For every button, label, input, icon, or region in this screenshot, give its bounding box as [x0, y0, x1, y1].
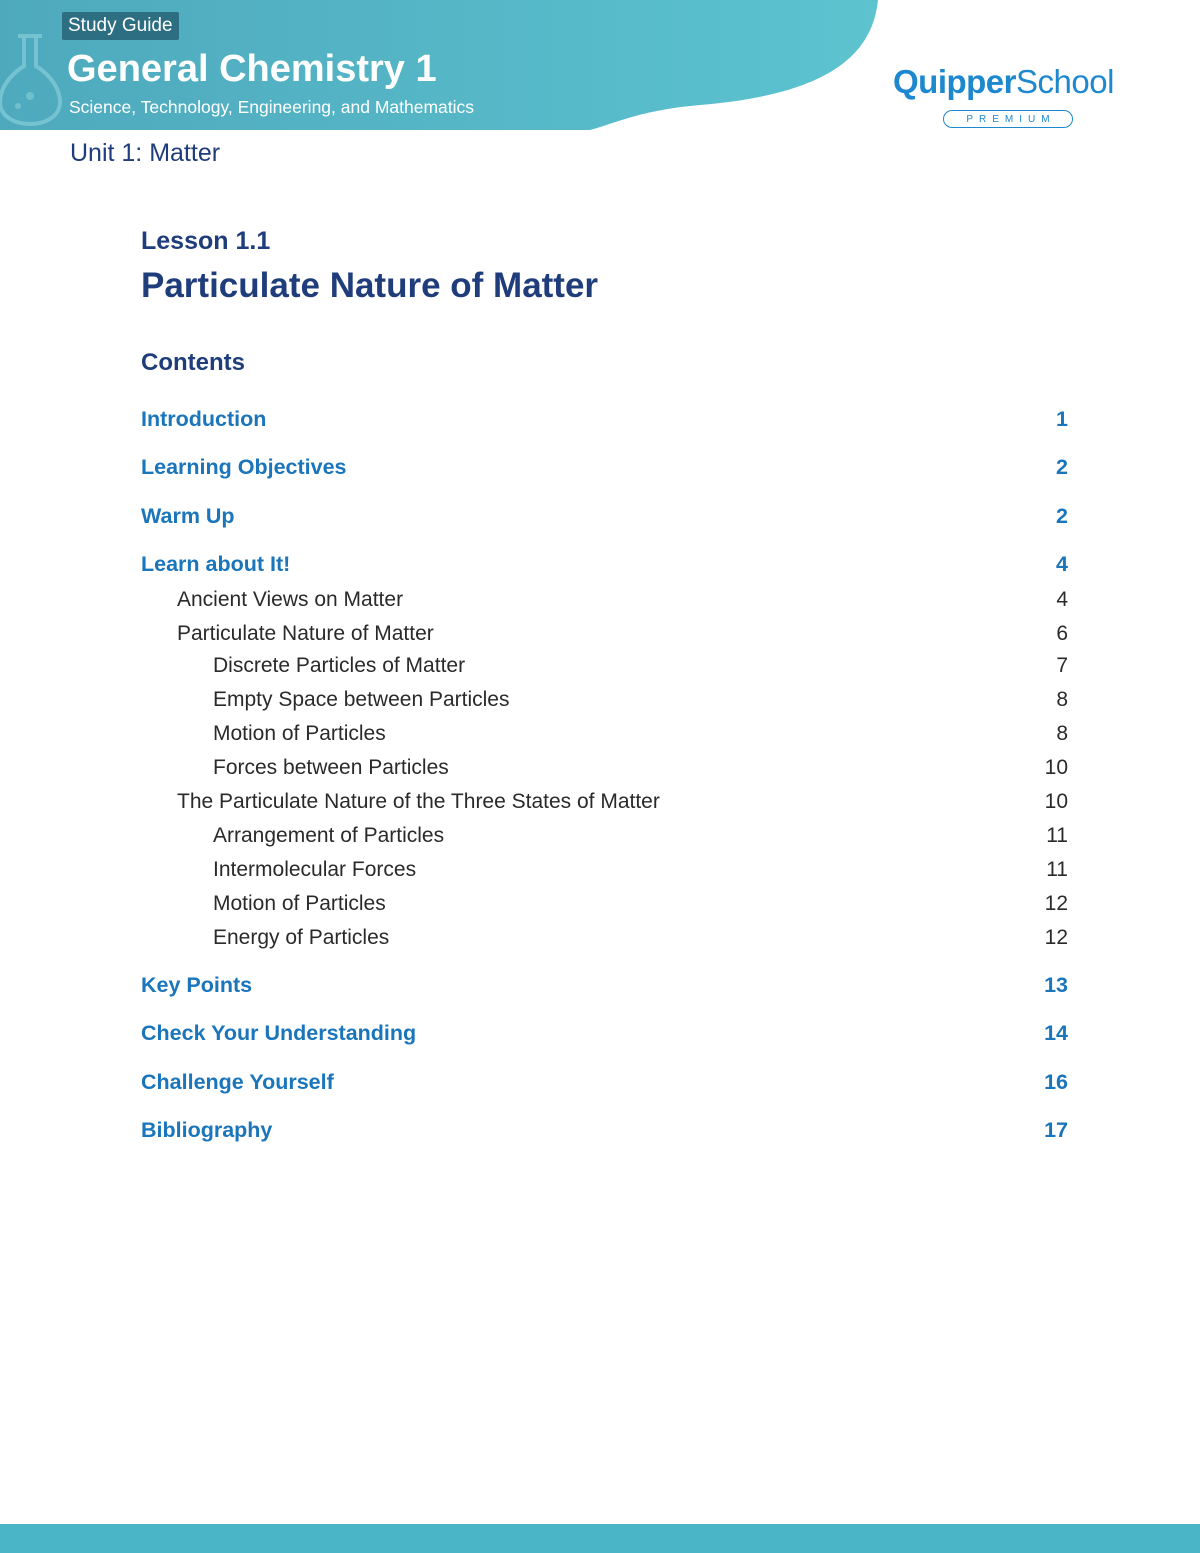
toc-entry[interactable] [141, 822, 1068, 852]
toc-entry-page: 2 [1056, 455, 1068, 479]
toc-entry-title: Key Points [141, 973, 253, 997]
toc-entry-title: Intermolecular Forces [213, 858, 417, 881]
toc-entry-title: The Particulate Nature of the Three States of Matter [177, 790, 660, 813]
toc-entry[interactable] [141, 652, 1068, 682]
toc-entry-page: 12 [1044, 926, 1068, 949]
toc-entry[interactable] [141, 924, 1068, 954]
lesson-title: Particulate Nature of Matter [141, 266, 599, 305]
toc-entry-title: Warm Up [141, 504, 235, 528]
contents-heading: Contents [141, 349, 245, 376]
toc-entry[interactable] [141, 1068, 1068, 1098]
toc-entry-page: 8 [1056, 688, 1068, 711]
course-subtitle: Science, Technology, Engineering, and Mathematics [69, 97, 475, 117]
toc-entry[interactable] [141, 550, 1068, 580]
toc-entry-page: 8 [1056, 722, 1068, 745]
unit-label: Unit 1: Matter [70, 139, 221, 167]
toc-entry[interactable] [141, 971, 1068, 1001]
toc-entry-page: 16 [1044, 1070, 1068, 1094]
brand-name-part1: Quipper [893, 63, 1017, 100]
toc-entry-page: 11 [1046, 824, 1068, 847]
toc-entry-title: Particulate Nature of Matter [177, 622, 434, 645]
toc-entry[interactable] [141, 502, 1068, 532]
study-guide-badge: Study Guide [62, 12, 179, 40]
toc-entry[interactable] [141, 856, 1068, 886]
toc-entry-page: 14 [1044, 1021, 1068, 1045]
toc-entry[interactable] [141, 1116, 1068, 1146]
toc-entry-page: 11 [1046, 858, 1068, 881]
toc-entry[interactable] [141, 586, 1068, 616]
toc-entry[interactable] [141, 1019, 1068, 1049]
toc-entry-title: Check Your Understanding [141, 1021, 417, 1045]
footer-bar [0, 1524, 1200, 1553]
toc-entry-title: Learn about It! [141, 552, 291, 576]
toc-entry[interactable] [141, 405, 1068, 435]
toc-entry-page: 4 [1056, 588, 1068, 611]
toc-entry-title: Forces between Particles [213, 756, 449, 779]
toc-entry[interactable] [141, 686, 1068, 716]
lesson-number: Lesson 1.1 [141, 227, 271, 255]
toc-entry[interactable] [141, 453, 1068, 483]
toc-entry[interactable] [141, 788, 1068, 818]
toc-entry-title: Challenge Yourself [141, 1070, 334, 1094]
toc-entry-title: Empty Space between Particles [213, 688, 510, 711]
toc-entry[interactable] [141, 754, 1068, 784]
toc-entry-page: 12 [1044, 892, 1068, 915]
toc-entry-page: 6 [1056, 622, 1068, 645]
toc-entry-page: 7 [1056, 654, 1068, 677]
toc-entry-title: Arrangement of Particles [213, 824, 445, 847]
toc-entry-page: 4 [1056, 552, 1068, 576]
toc-entry[interactable] [141, 890, 1068, 920]
toc-entry-title: Bibliography [141, 1118, 273, 1142]
toc-entry-title: Learning Objectives [141, 455, 347, 479]
course-title: General Chemistry 1 [67, 48, 437, 90]
toc-entry-title: Motion of Particles [213, 892, 386, 915]
toc-entry[interactable] [141, 620, 1068, 650]
toc-entry[interactable] [141, 720, 1068, 750]
premium-tag: PREMIUM [943, 110, 1073, 128]
toc-entry-title: Ancient Views on Matter [177, 588, 404, 611]
toc-entry-title: Introduction [141, 407, 267, 431]
toc-entry-page: 13 [1044, 973, 1068, 997]
toc-entry-page: 2 [1056, 504, 1068, 528]
toc-entry-page: 1 [1056, 407, 1068, 431]
toc-entry-page: 17 [1044, 1118, 1068, 1142]
brand-name-part2: School [1016, 63, 1114, 100]
toc-entry-title: Discrete Particles of Matter [213, 654, 466, 677]
toc-entry-title: Energy of Particles [213, 926, 390, 949]
toc-entry-title: Motion of Particles [213, 722, 386, 745]
toc-entry-page: 10 [1044, 790, 1068, 813]
toc-entry-page: 10 [1044, 756, 1068, 779]
